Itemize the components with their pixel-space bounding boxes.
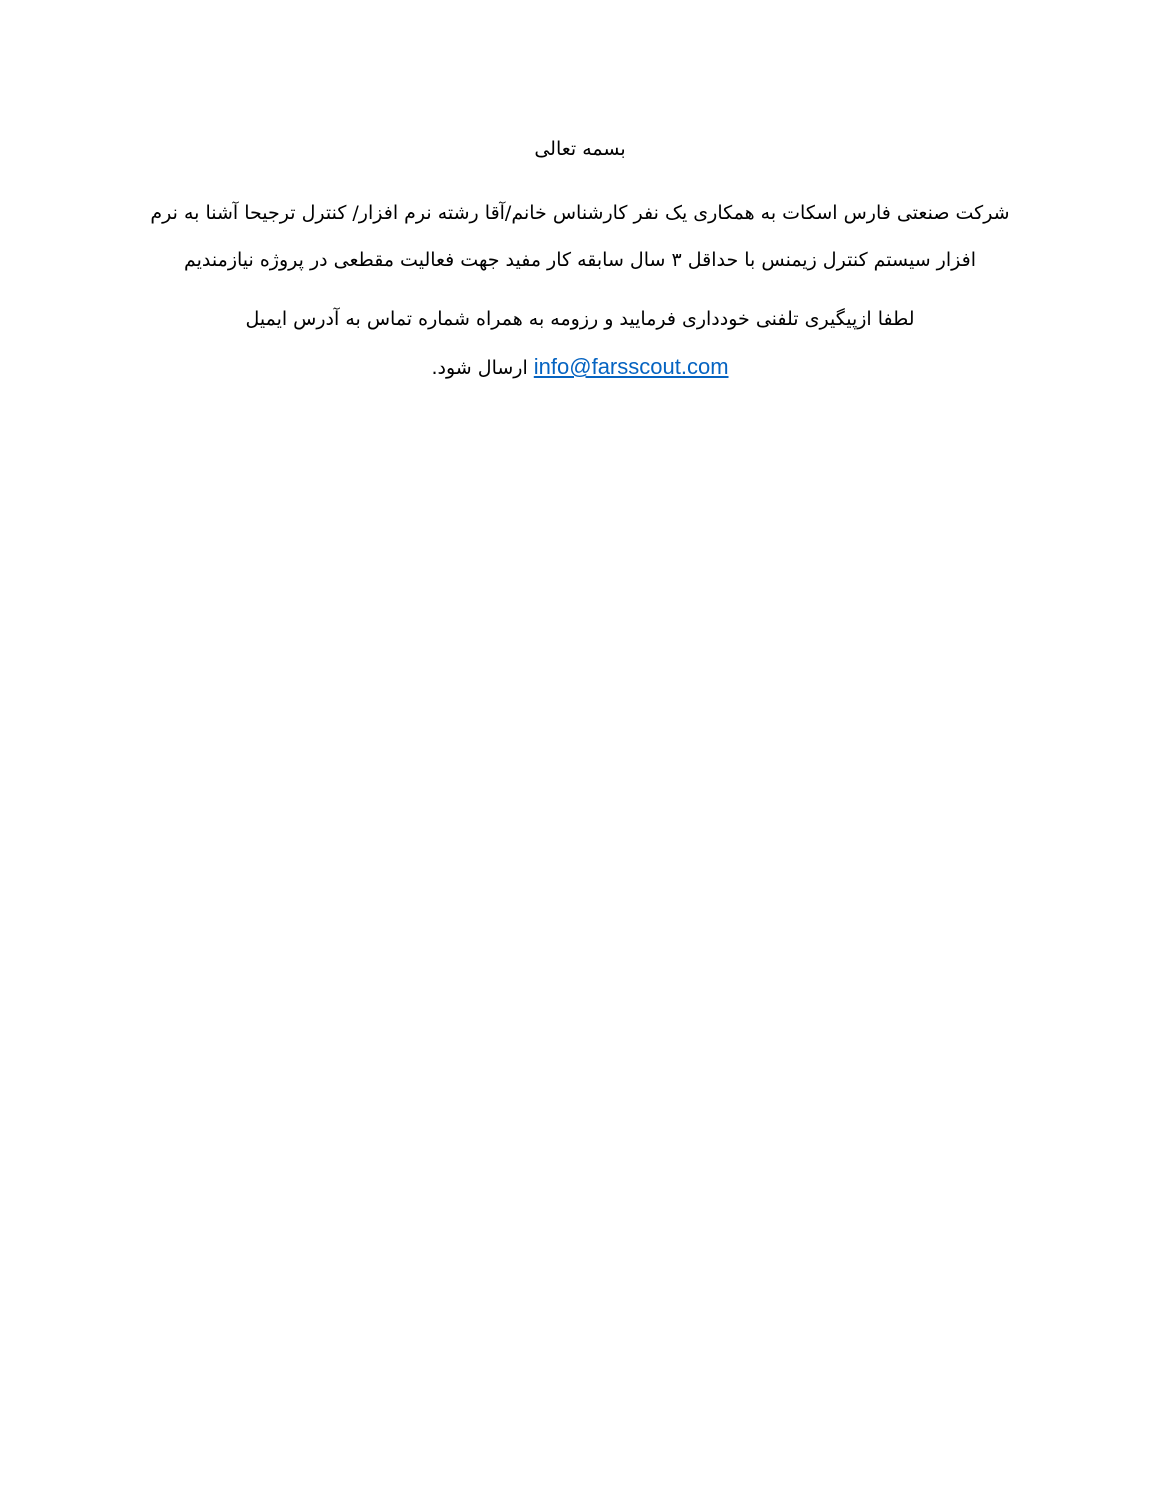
paragraph2-line2-suffix: ارسال شود. xyxy=(431,357,528,379)
email-link[interactable]: info@farsscout.com xyxy=(533,354,729,379)
paragraph2-line2 xyxy=(130,343,1030,392)
contact-instructions-paragraph xyxy=(130,296,1030,392)
heading-text: بسمه تعالی xyxy=(534,138,626,160)
paragraph1-line2: افزار سیستم کنترل زیمنس با حداقل ۳ سال سابقه کار مفید جهت فعالیت مقطعی در پروژه نیازمندیم xyxy=(184,249,976,271)
job-description-paragraph xyxy=(130,190,1030,284)
paragraph1-line1: شرکت صنعتی فارس اسکات به همکاری یک نفر کارشناس خانم/آقا رشته نرم افزار/ کنترل ترجیحا آشنا به نرم xyxy=(150,202,1010,224)
paragraph2-line1: لطفا ازپیگیری تلفنی خودداری فرمایید و رزومه به همراه شماره تماس به آدرس ایمیل xyxy=(245,308,915,330)
document-heading xyxy=(130,138,1030,160)
